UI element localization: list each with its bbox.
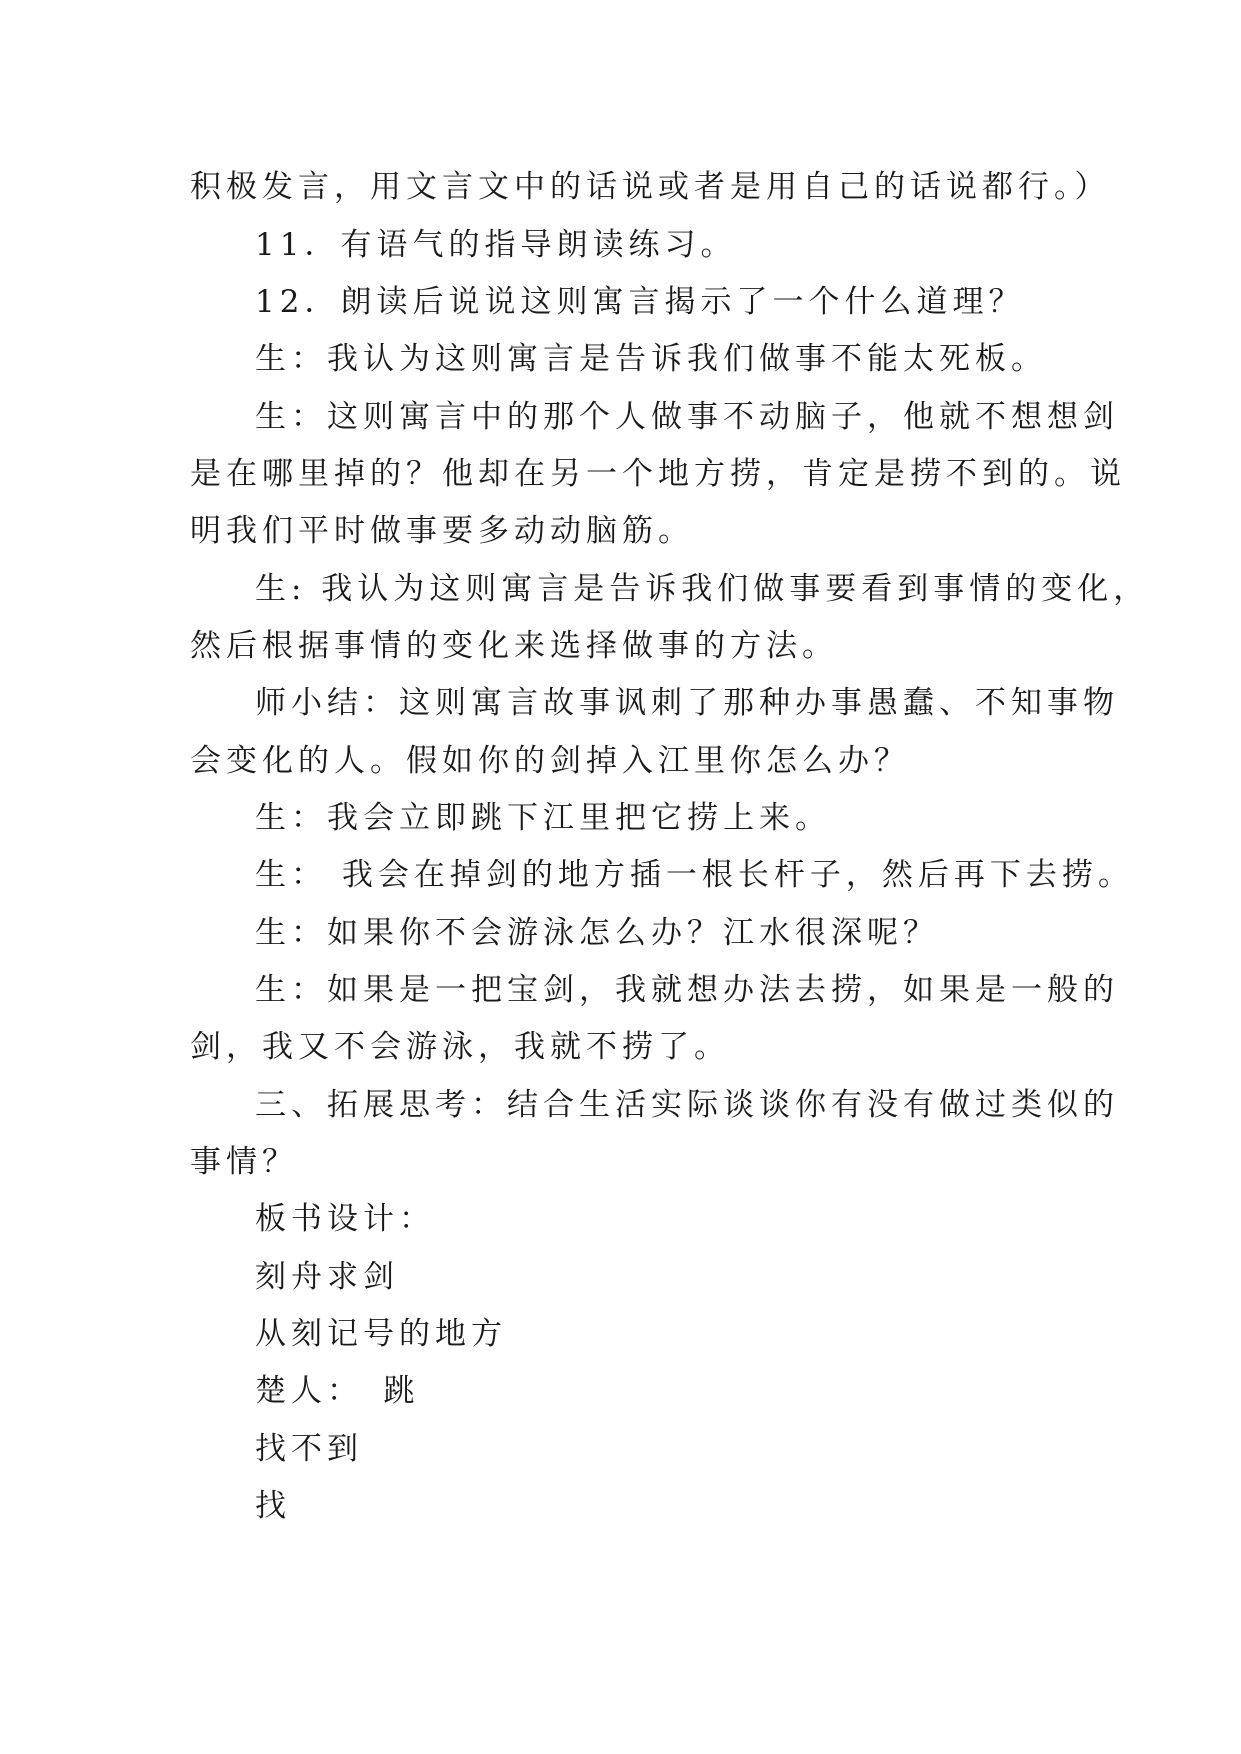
text-line: 然后根据事情的变化来选择做事的方法。	[190, 628, 838, 664]
text-line: 板书设计：	[255, 1201, 435, 1237]
text-line: 生：如果是一把宝剑，我就想办法去捞，如果是一般的	[255, 972, 1119, 1008]
text-line: 三、拓展思考：结合生活实际谈谈你有没有做过类似的	[255, 1087, 1119, 1123]
text-line: 从刻记号的地方	[255, 1316, 507, 1352]
text-line: 生： 我会在掉剑的地方插一根长杆子，然后再下去捞。	[255, 857, 1134, 893]
text-line: 会变化的人。假如你的剑掉入江里你怎么办？	[190, 743, 910, 779]
text-line: 剑，我又不会游泳，我就不捞了。	[190, 1029, 730, 1065]
text-line: 12．朗读后说说这则寓言揭示了一个什么道理？	[255, 284, 1025, 320]
text-line: 生：我认为这则寓言是告诉我们做事不能太死板。	[255, 341, 1047, 377]
text-line: 生：我会立即跳下江里把它捞上来。	[255, 800, 831, 836]
text-line: 生：这则寓言中的那个人做事不动脑子，他就不想想剑	[255, 399, 1119, 435]
text-line: 积极发言，用文言文中的话说或者是用自己的话说都行。）	[190, 169, 1111, 205]
text-line: 11．有语气的指导朗读练习。	[255, 227, 737, 263]
text-line: 刻舟求剑	[255, 1259, 399, 1295]
text-line: 生: 我认为这则寓言是告诉我们做事要看到事情的变化，	[255, 571, 1150, 607]
text-line: 事情？	[190, 1144, 298, 1180]
text-line: 楚人： 跳	[255, 1373, 420, 1409]
text-line: 生：如果你不会游泳怎么办？江水很深呢？	[255, 915, 939, 951]
text-line: 找不到	[255, 1431, 363, 1467]
text-line: 明我们平时做事要多动动脑筋。	[190, 513, 694, 549]
text-line: 师小结：这则寓言故事讽刺了那种办事愚蠢、不知事物	[255, 685, 1119, 721]
text-line: 找	[255, 1488, 291, 1524]
text-line: 是在哪里掉的？他却在另一个地方捞，肯定是捞不到的。说	[190, 456, 1126, 492]
